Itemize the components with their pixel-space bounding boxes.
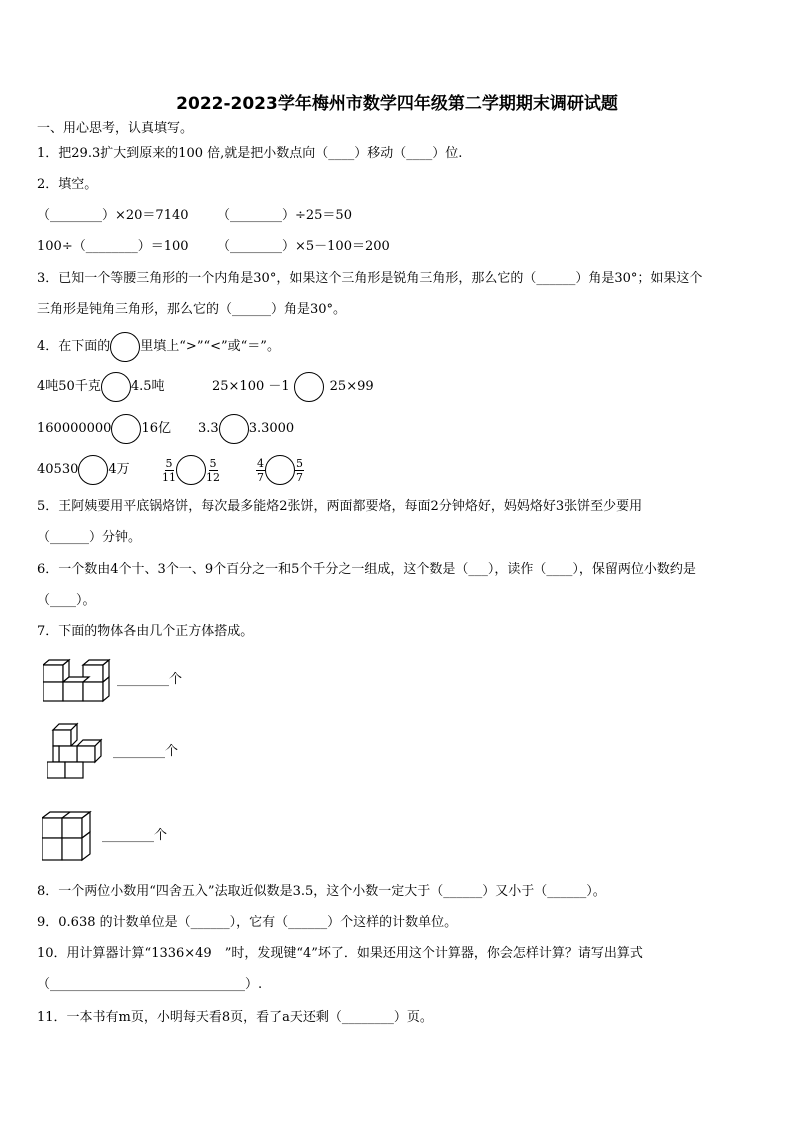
answer-circle[interactable]: [110, 332, 140, 362]
cube-figure-2: [47, 720, 111, 780]
question-2: 2．填空。: [37, 177, 98, 192]
question-2-item-d: （________）×5－100＝200: [217, 239, 390, 254]
fraction-right: $\frac{5}{12}$: [206, 456, 220, 484]
question-9: 9．0.638 的计数单位是（______），它有（______）个这样的计数单位。: [37, 915, 458, 930]
answer-circle[interactable]: [176, 455, 206, 485]
answer-circle[interactable]: [265, 455, 295, 485]
compare-left: 25×100 －1: [212, 379, 290, 394]
question-6-line-2: （____）。: [37, 593, 96, 608]
compare-right: 3.3000: [248, 421, 295, 436]
question-10-line-2: （______________________________）.: [37, 977, 263, 992]
fraction-left: $\frac{5}{11}$: [162, 456, 176, 484]
answer-circle[interactable]: [219, 414, 249, 444]
compare-row-2b: [198, 414, 294, 444]
question-3-line-2: 三角形是钝角三角形，那么它的（______）角是30°。: [37, 302, 347, 317]
fraction-right: $\frac{5}{7}$: [296, 456, 303, 484]
section-heading: 一、用心思考，认真填写。: [37, 121, 194, 136]
question-7: 7．下面的物体各由几个正方体搭成。: [37, 624, 254, 639]
question-2-item-b: （________）÷25＝50: [217, 208, 352, 223]
compare-right: 4.5吨: [130, 379, 165, 394]
cube-figure-1: [43, 656, 113, 704]
answer-circle[interactable]: [101, 372, 131, 402]
question-4-prefix: 4．在下面的: [37, 339, 111, 354]
question-10-line-1: 10．用计算器计算“1336×49 ”时，发现键“4”坏了．如果还用这个计算器，你会怎样计算？请写出算式: [37, 946, 643, 961]
compare-row-1a: [37, 372, 165, 402]
compare-left: 3.3: [198, 421, 219, 436]
page-title: 2022-2023学年梅州市数学四年级第二学期期末调研试题: [176, 94, 618, 114]
fraction-left: $\frac{4}{7}$: [257, 456, 264, 484]
question-6-line-1: 6．一个数由4个十、3个一、9个百分之一和5个千分之一组成，这个数是（___），读作（____），保留两位小数约是: [37, 562, 696, 577]
answer-circle[interactable]: [294, 372, 324, 402]
question-2-item-c: 100÷（________）＝100: [37, 239, 189, 254]
question-7-answer-1: ________个: [117, 672, 183, 687]
answer-circle[interactable]: [111, 414, 141, 444]
question-4-suffix: 里填上“>”“<”或“＝”。: [140, 339, 280, 354]
question-5-line-1: 5．王阿姨要用平底锅烙饼，每次最多能烙2张饼，两面都要烙，每面2分钟烙好，妈妈烙好3张饼至少要用: [37, 499, 643, 514]
compare-right: 16亿: [141, 421, 171, 436]
compare-row-3c: [256, 455, 304, 485]
question-4: [37, 332, 280, 362]
compare-left: 40530: [37, 462, 79, 477]
cube-figure-3: [42, 808, 100, 864]
compare-row-2a: [37, 414, 171, 444]
compare-row-3a: [37, 455, 130, 485]
question-3-line-1: 3．已知一个等腰三角形的一个内角是30°，如果这个三角形是锐角三角形，那么它的（______）角是30°；如果这个: [37, 271, 703, 286]
question-1: 1．把29.3扩大到原来的100 倍,就是把小数点向（____）移动（____）位.: [37, 146, 463, 161]
question-8: 8．一个两位小数用“四舍五入”法取近似数是3.5，这个小数一定大于（______）又小于（______）。: [37, 884, 606, 899]
compare-left: 4吨50千克: [37, 379, 101, 394]
compare-row-3b: [162, 455, 220, 485]
question-11: 11．一本书有m页，小明每天看8页，看了a天还剩（________）页。: [37, 1010, 433, 1025]
compare-left: 160000000: [37, 421, 112, 436]
question-2-item-a: （________）×20＝7140: [37, 208, 189, 223]
answer-circle[interactable]: [78, 455, 108, 485]
question-7-answer-3: ________个: [102, 828, 168, 843]
compare-right: 4万: [108, 462, 130, 477]
compare-row-1b: [212, 372, 374, 402]
compare-right: 25×99: [329, 379, 374, 394]
question-7-answer-2: ________个: [113, 744, 179, 759]
question-5-line-2: （______）分钟。: [37, 530, 142, 545]
